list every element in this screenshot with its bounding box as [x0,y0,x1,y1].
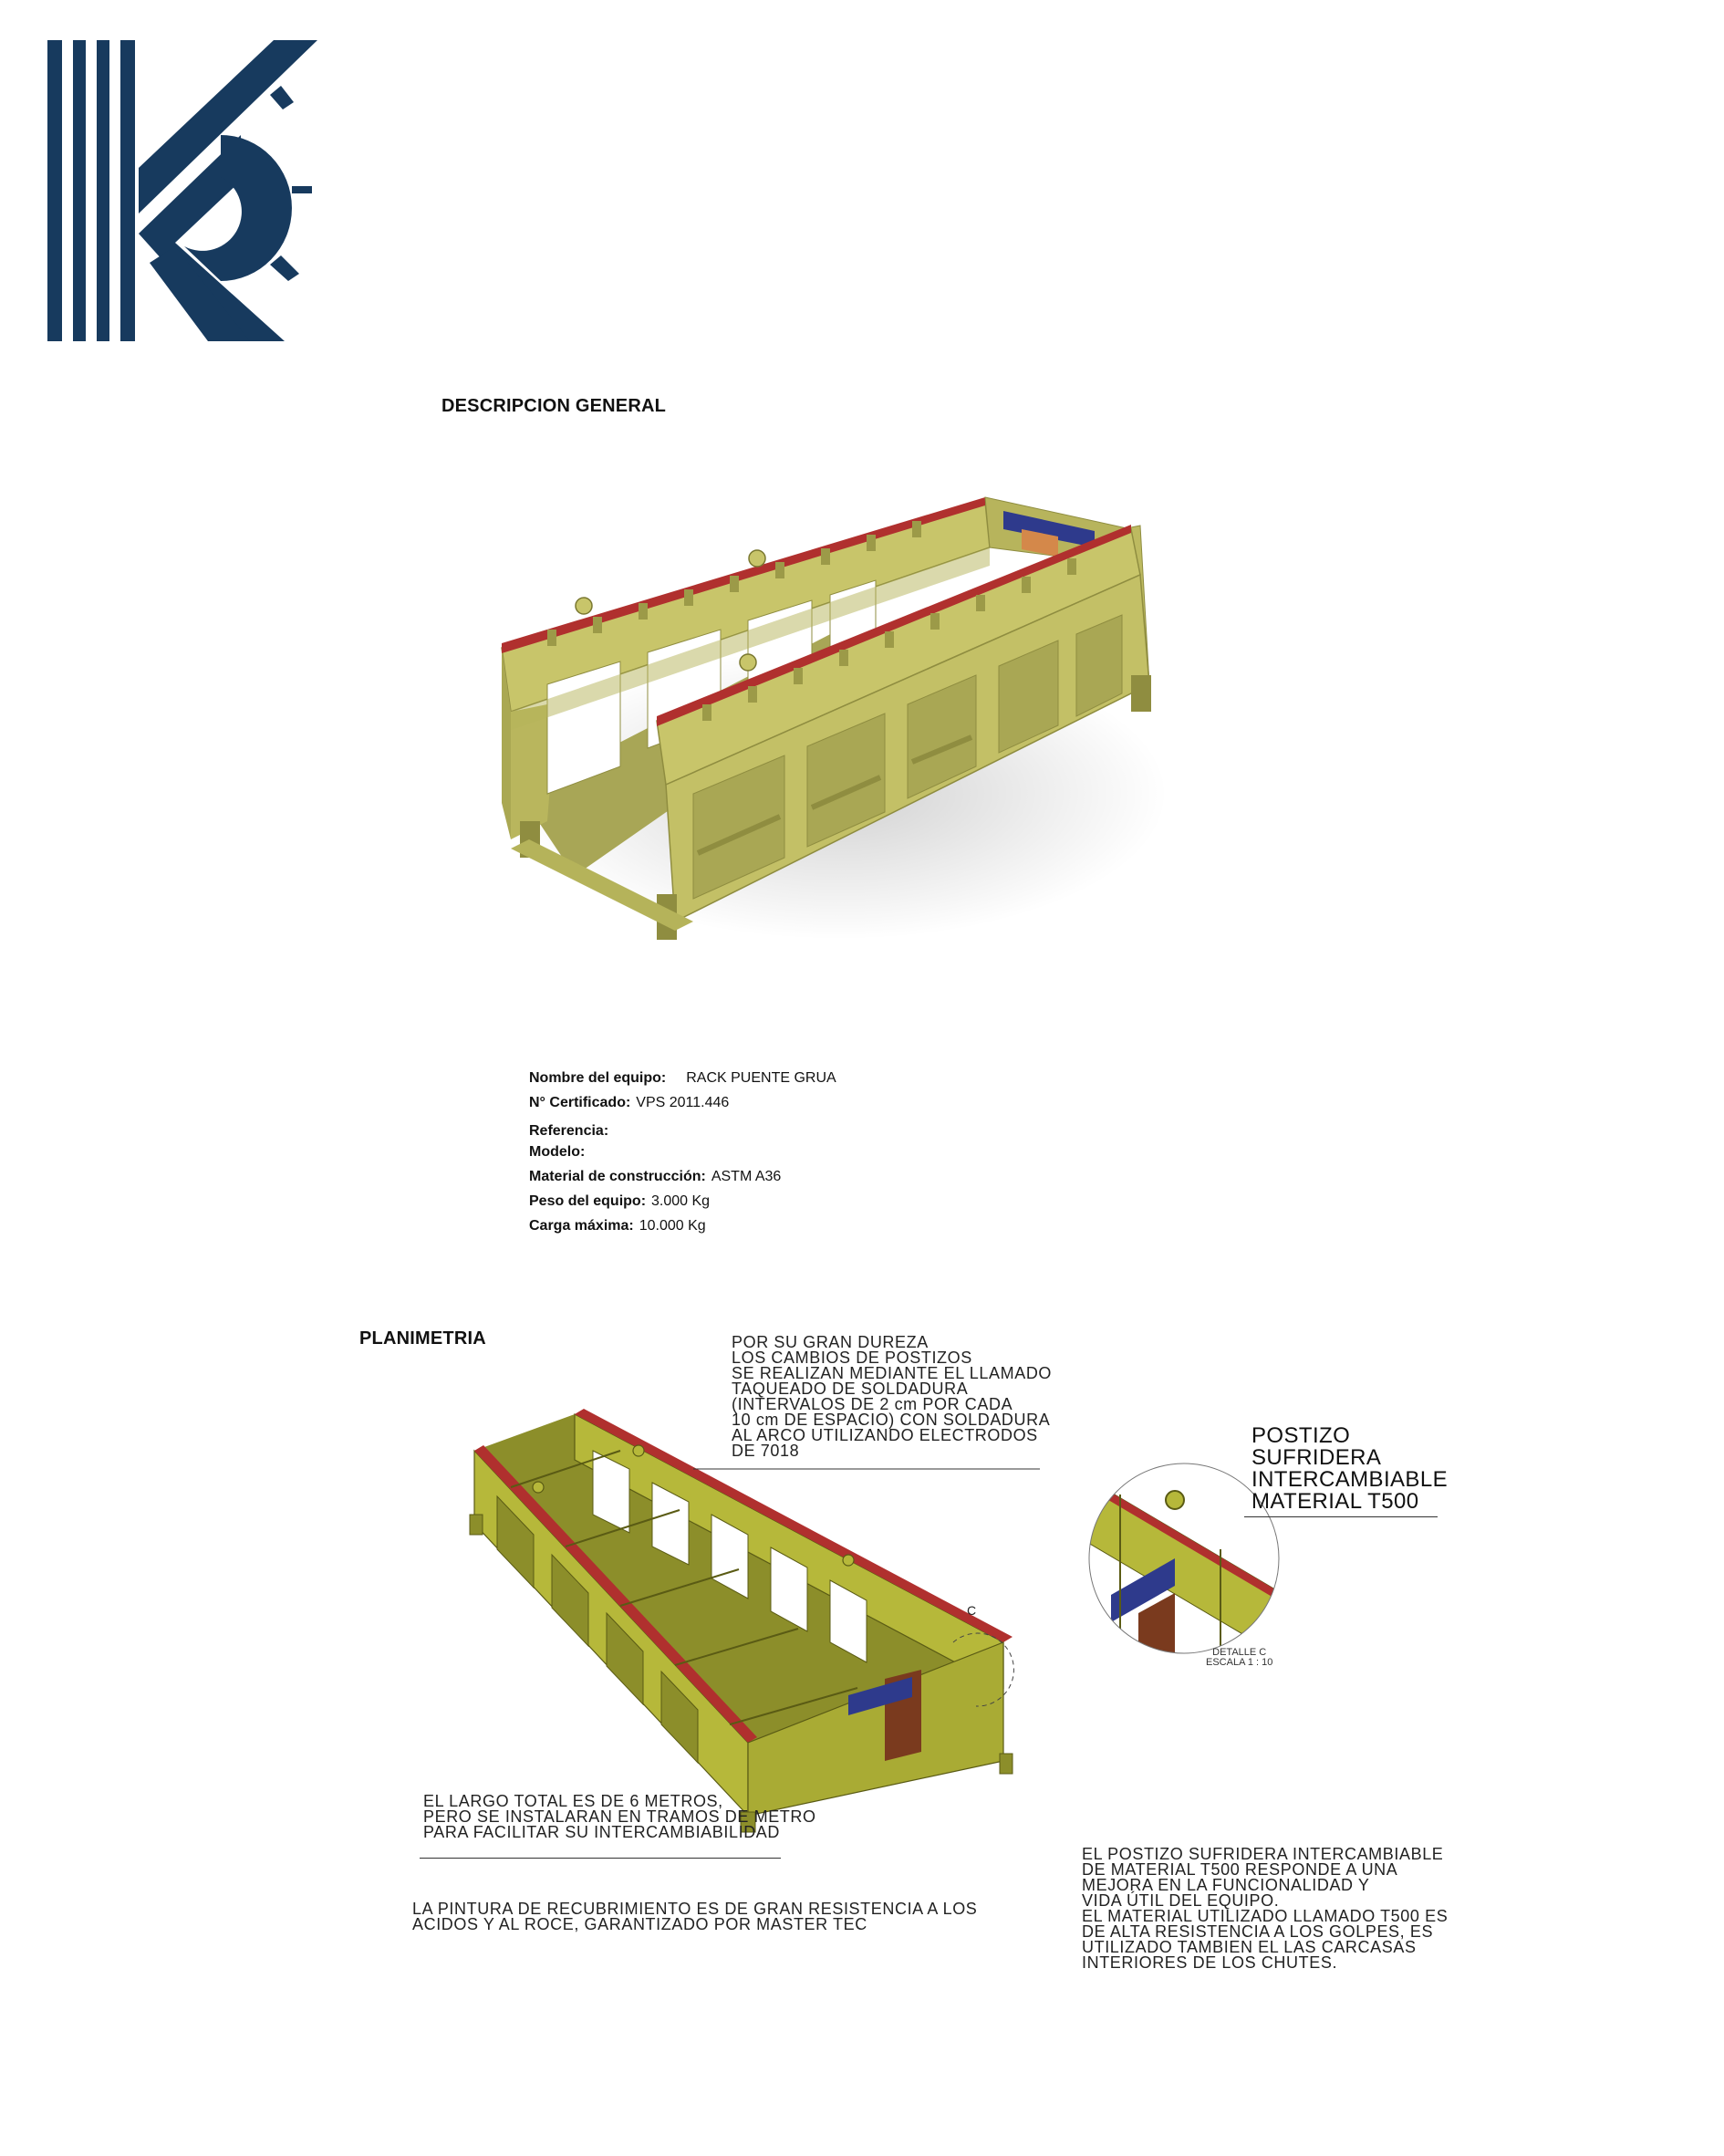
postizo-underline [1244,1516,1438,1517]
spec-row: Referencia: [529,1123,609,1139]
postizo-annotation: POSTIZO SUFRIDERA INTERCAMBIABLE MATERIAL T500 [1251,1423,1448,1514]
paint-annotation: LA PINTURA DE RECUBRIMIENTO ES DE GRAN RESISTENCIA A LOS ACIDOS Y AL ROCE, GARANTIZADO POR MASTER TEC [412,1900,978,1933]
planimetry-title: PLANIMETRIA [359,1328,486,1349]
spec-row: Nombre del equipo: RACK PUENTE GRUA [529,1070,836,1086]
spec-row: Peso del equipo: 3.000 Kg [529,1193,711,1209]
equipment-specs [529,1066,836,1238]
rack-render-image [493,493,1186,949]
length-leader-line [420,1858,781,1859]
general-description-title: DESCRIPCION GENERAL [441,396,667,416]
postizo-detail-annotation: EL POSTIZO SUFRIDERA INTERCAMBIABLE DE MATERIAL T500 RESPONDE A UNA MEJORA EN LA FUNCIONALIDAD Y VIDA ÚTIL DEL EQUIPO. EL MATERIAL UTILIZADO LLAMADO T500 ES DE ALTA RESISTENCIA A LOS GOLPES, ES UTILIZADO TAMBIEN EL LAS CARCASAS INTERIORES DE LOS CHUTES. [1082,1845,1449,1972]
detail-marker-label: C [967,1603,977,1618]
company-logo [47,40,321,343]
spec-row: Carga máxima: 10.000 Kg [529,1218,706,1234]
length-annotation: EL LARGO TOTAL ES DE 6 METROS, PERO SE INSTALARAN EN TRAMOS DE METRO PARA FACILITAR SU INTERCAMBIABILIDAD [423,1792,816,1841]
k-logo-mark [47,40,321,343]
hardness-annotation: POR SU GRAN DUREZA LOS CAMBIOS DE POSTIZOS SE REALIZAN MEDIANTE EL LLAMADO TAQUEADO DE SOLDADURA (INTERVALOS DE 2 cm POR CADA 10 cm DE ESPACIO) CON SOLDADURA AL ARCO UTILIZANDO ELECTRODOS DE 7018 [732,1333,1053,1460]
spec-row: Modelo: [529,1144,586,1160]
detail-caption: DETALLE C ESCALA 1 : 10 [1206,1647,1273,1668]
spec-row: N° Certificado: VPS 2011.446 [529,1095,730,1110]
spec-row: Material de construcción: ASTM A36 [529,1169,782,1184]
